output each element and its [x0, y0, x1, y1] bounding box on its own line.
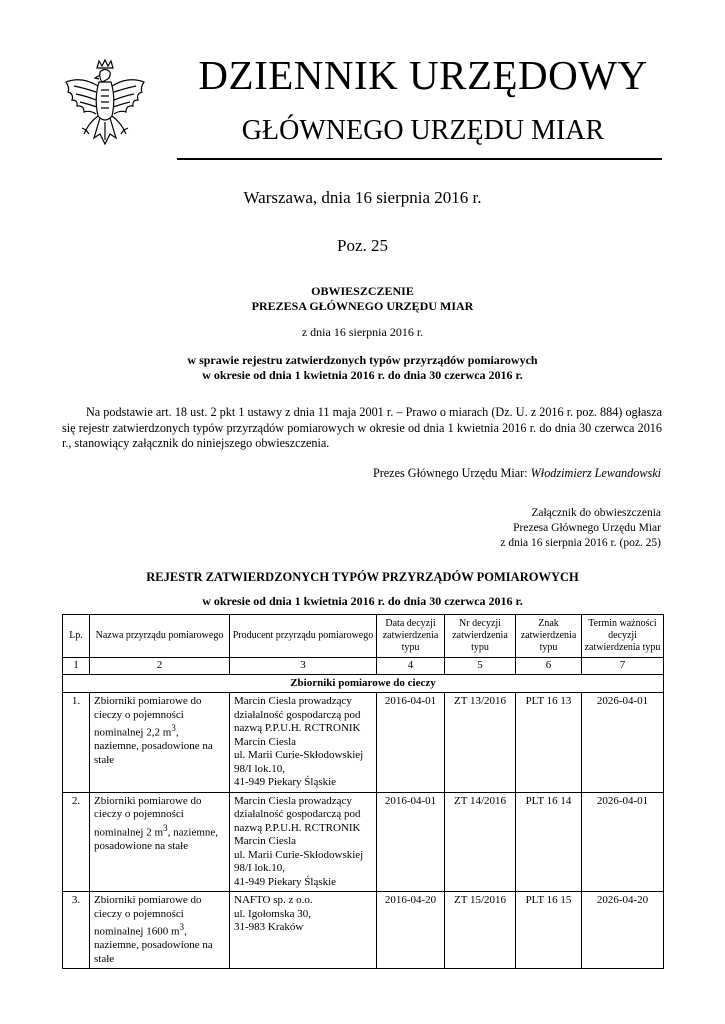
annex-line-2: Prezesa Głównego Urzędu Miar: [513, 522, 661, 534]
cell-producer: Marcin Ciesla prowadzący działalność gospodarczą pod nazwą P.P.U.H. RCTRONIK Marcin Ciesla ul. Marii Curie-Skłodowskiej 98/I lok.10, 41-949 Piekary Śląskie: [230, 792, 377, 892]
register-title: REJESTR ZATWIERDZONYCH TYPÓW PRZYRZĄDÓW POMIAROWYCH: [146, 570, 579, 584]
cell-name-text-end: , naziemne, posadowione na stałe: [94, 925, 213, 965]
cell-name: [90, 792, 230, 892]
cell-lp: 3.: [63, 892, 90, 969]
polish-eagle-emblem-icon: [60, 58, 150, 158]
cell-decision-number: ZT 15/2016: [445, 892, 516, 969]
cell-name-sup: 3: [171, 723, 176, 733]
column-number: 3: [230, 658, 377, 675]
cell-approval-mark: PLT 16 14: [516, 792, 582, 892]
heading-line-2: PREZESA GŁÓWNEGO URZĘDU MIAR: [251, 299, 474, 313]
column-number: 7: [582, 658, 664, 675]
cell-decision-number: ZT 14/2016: [445, 792, 516, 892]
cell-approval-mark: PLT 16 13: [516, 693, 582, 793]
cell-validity: 2026-04-01: [582, 792, 664, 892]
position-number: Poz. 25: [337, 236, 388, 255]
cell-validity: 2026-04-01: [582, 693, 664, 793]
header-lp: Lp.: [63, 615, 90, 658]
place-date: Warszawa, dnia 16 sierpnia 2016 r.: [243, 188, 482, 207]
table-row: [63, 892, 664, 969]
header-decision-date: Data decyzji zatwierdzenia typu: [377, 615, 445, 658]
cell-name-text-end: , naziemne, posadowione na stałe: [94, 726, 213, 766]
cell-decision-date: 2016-04-01: [377, 792, 445, 892]
column-number: 2: [90, 658, 230, 675]
cell-producer: Marcin Ciesla prowadzący działalność gospodarczą pod nazwą P.P.U.H. RCTRONIK Marcin Ciesla ul. Marii Curie-Skłodowskiej 98/I lok.10, 41-949 Piekary Śląskie: [230, 693, 377, 793]
section-title: Zbiorniki pomiarowe do cieczy: [63, 674, 664, 693]
column-number: 5: [445, 658, 516, 675]
heading-subject-line-1: w sprawie rejestru zatwierdzonych typów przyrządów pomiarowych: [187, 353, 538, 367]
signature: [373, 466, 661, 481]
cell-lp: 2.: [63, 792, 90, 892]
cell-name: [90, 892, 230, 969]
header-name: Nazwa przyrządu pomiarowego: [90, 615, 230, 658]
cell-decision-date: 2016-04-20: [377, 892, 445, 969]
table-row: [63, 693, 664, 793]
cell-name-text: Zbiorniki pomiarowe do cieczy o pojemności nominalnej 2 m: [94, 794, 202, 839]
heading-title: [0, 284, 725, 314]
cell-name-text: Zbiorniki pomiarowe do cieczy o pojemności nominalnej 2,2 m: [94, 695, 202, 739]
cell-name-sup: 3: [163, 822, 168, 833]
cell-decision-date: 2016-04-01: [377, 693, 445, 793]
cell-decision-number: ZT 13/2016: [445, 693, 516, 793]
header-decision-number: Nr decyzji zatwierdzenia typu: [445, 615, 516, 658]
header-approval-mark: Znak zatwierdzenia typu: [516, 615, 582, 658]
heading-subject-line-2: w okresie od dnia 1 kwietnia 2016 r. do dnia 30 czerwca 2016 r.: [202, 368, 523, 382]
register-table: [62, 614, 664, 969]
table-header-row: [63, 615, 664, 658]
cell-producer: NAFTO sp. z o.o. ul. Igołomska 30, 31-983 Kraków: [230, 892, 377, 969]
heading-subject: [0, 353, 725, 383]
cell-name-text-end: , naziemne, posadowione na stałe: [94, 826, 219, 852]
header-producer: Producent przyrządu pomiarowego: [230, 615, 377, 658]
cell-name: [90, 693, 230, 793]
column-number: 6: [516, 658, 582, 675]
header-validity: Termin ważności decyzji zatwierdzenia typu: [582, 615, 664, 658]
cell-name-text: Zbiorniki pomiarowe do cieczy o pojemności nominalnej 1600 m: [94, 894, 202, 938]
annex-line-1: Załącznik do obwieszczenia: [531, 507, 661, 519]
section-row: [63, 674, 664, 693]
column-number: 4: [377, 658, 445, 675]
cell-lp: 1.: [63, 693, 90, 793]
cell-validity: 2026-04-20: [582, 892, 664, 969]
heading-line-1: OBWIESZCZENIE: [311, 284, 414, 298]
masthead-subtitle: GŁÓWNEGO URZĘDU MIAR: [241, 115, 605, 146]
masthead-title: DZIENNIK URZĘDOWY: [198, 52, 648, 98]
heading-date: z dnia 16 sierpnia 2016 r.: [301, 325, 424, 339]
column-number-row: [63, 658, 664, 675]
annex-line-3: z dnia 16 sierpnia 2016 r. (poz. 25): [500, 537, 661, 549]
signature-name: Włodzimierz Lewandowski: [530, 466, 661, 480]
column-number: 1: [63, 658, 90, 675]
register-period: w okresie od dnia 1 kwietnia 2016 r. do dnia 30 czerwca 2016 r.: [202, 594, 523, 608]
signature-role: Prezes Głównego Urzędu Miar:: [372, 466, 528, 480]
cell-name-sup: 3: [179, 922, 185, 932]
masthead-divider: [177, 158, 662, 160]
table-row: [63, 792, 664, 892]
cell-approval-mark: PLT 16 15: [516, 892, 582, 969]
annex-note: [500, 506, 661, 551]
body-paragraph: Na podstawie art. 18 ust. 2 pkt 1 ustawy z dnia 11 maja 2001 r. – Prawo o miarach (Dz. U. z 2016 r. poz. 884) ogłasza się rejestr zatwierdzonych typów przyrządów pomiarowych w okresie od dnia 1 kwietnia 2016 r. do dnia 30 czerwca 2016 r., stanowiący załącznik do niniejszego obwieszczenia.: [62, 405, 662, 450]
